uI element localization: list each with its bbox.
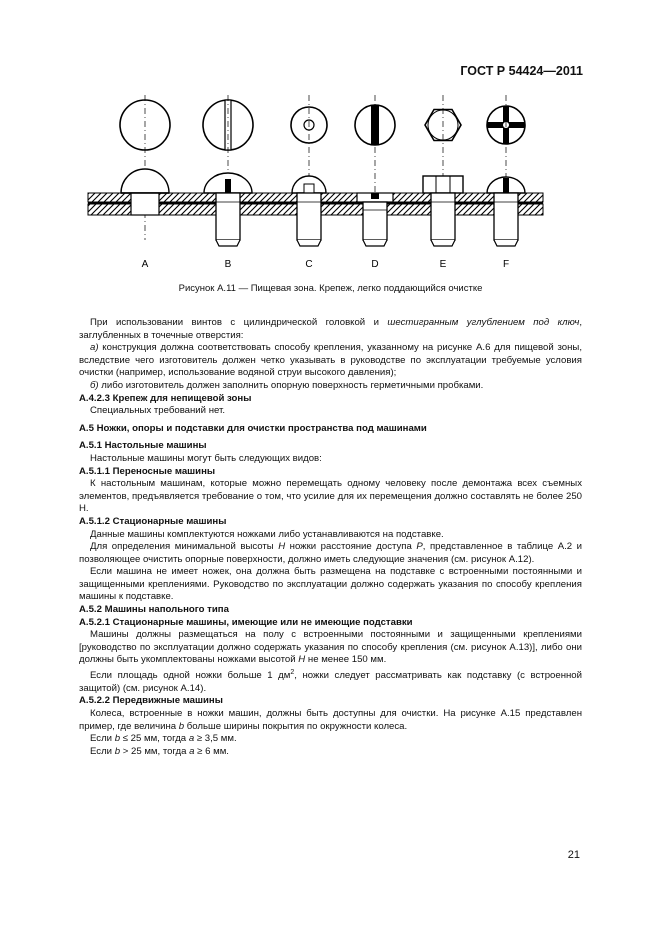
paragraph: К настольным машинам, которые можно перемещать одному человеку после демонтажа всех съемных элементов, предъявляется требование о том, что усилие для их перемещения должно составлять не более 250 Н. [79,478,582,515]
section-heading: А.5.2.1 Стационарные машины, имеющие или не имеющие подставки [79,616,413,628]
section-heading: А.5.1 Настольные машины [79,440,207,452]
paragraph: Если площадь одной ножки больше 1 $дм^2$, ножки следует рассматривать как подставку (с встроенной защитой) (см. рисунок А.14). [79,669,582,694]
figure-label-c: C [305,259,313,270]
document-header: ГОСТ Р 54424—2011 [460,64,583,78]
paragraph: При использовании винтов с цилиндрической головкой и шестигранным углублением под ключ, заглубленных в точечные отверстия: [79,317,582,341]
section-heading: А.5.2.2 Передвижные машины [79,695,223,707]
figure-label-d: D [371,259,379,270]
fasteners-drawing [0,90,661,290]
list-item-a: а) конструкция должна соответствовать способу крепления, указанному на рисунке А.6 для пищевой зоны, вследствие чего изготовитель должен четко указывать в руководстве по эксплуатации требуемые условия очистки (например, использование водяной струи высокого давления); [79,342,582,379]
paragraph: Если b > 25 мм, тогда a ≥ 6 мм. [90,745,229,757]
paragraph: Колеса, встроенные в ножки машин, должны быть доступны для очистки. На рисунке А.15 представлен пример, где величина b больше ширины покрытия по окружности колеса. [79,708,582,732]
page-number: 21 [567,849,580,861]
section-d [357,193,393,246]
section-heading: А.5 Ножки, опоры и подставки для очистки пространства под машинами [79,422,427,434]
section-heading: А.4.2.3 Крепеж для непищевой зоны [79,392,252,404]
body-text [79,317,582,758]
section-heading: А.5.1.1 Переносные машины [79,465,216,477]
section-heading: А.5.1.2 Стационарные машины [79,515,227,527]
figure-caption: Рисунок А.11 — Пищевая зона. Крепеж, легко поддающийся очистке [178,283,483,294]
paragraph: Для определения минимальной высоты Н ножки расстояние доступа Р, представленное в таблице А.2 и позволяющее очистить опорные поверхности, должно иметь следующие значения (см. рисунок А.12). [79,541,582,565]
figure-label-e: E [439,259,447,270]
paragraph: Машины должны размещаться на полу с встроенными постоянными и защищенными креплениями [руководство по эксплуатации должно содержать указания по способу крепления (см. рисунок А.13)], либо они должны быть укомплектованы ножками высотой Н не менее 150 мм. [79,629,582,666]
figure-fasteners [0,90,661,290]
paragraph: Данные машины комплектуются ножками либо устанавливаются на подставке. [90,528,444,540]
paragraph: Специальных требований нет. [90,405,226,417]
section-heading: А.5.2 Машины напольного типа [79,604,229,616]
list-item-b: б) либо изготовитель должен заполнить опорную поверхность герметичными пробками. [90,379,484,391]
paragraph: Если машина не имеет ножек, она должна быть размещена на подставке с встроенными постоянными и защищенными креплениями. Руководство по эксплуатации должно содержать указания по способу крепления машины к подставке. [79,566,582,603]
figure-label-f: F [502,259,510,270]
paragraph: Если b ≤ 25 мм, тогда a ≥ 3,5 мм. [90,733,237,745]
section-c [292,176,326,246]
paragraph: Настольные машины могут быть следующих видов: [90,452,322,464]
figure-label-b: B [224,259,232,270]
figure-label-a: A [141,259,149,270]
